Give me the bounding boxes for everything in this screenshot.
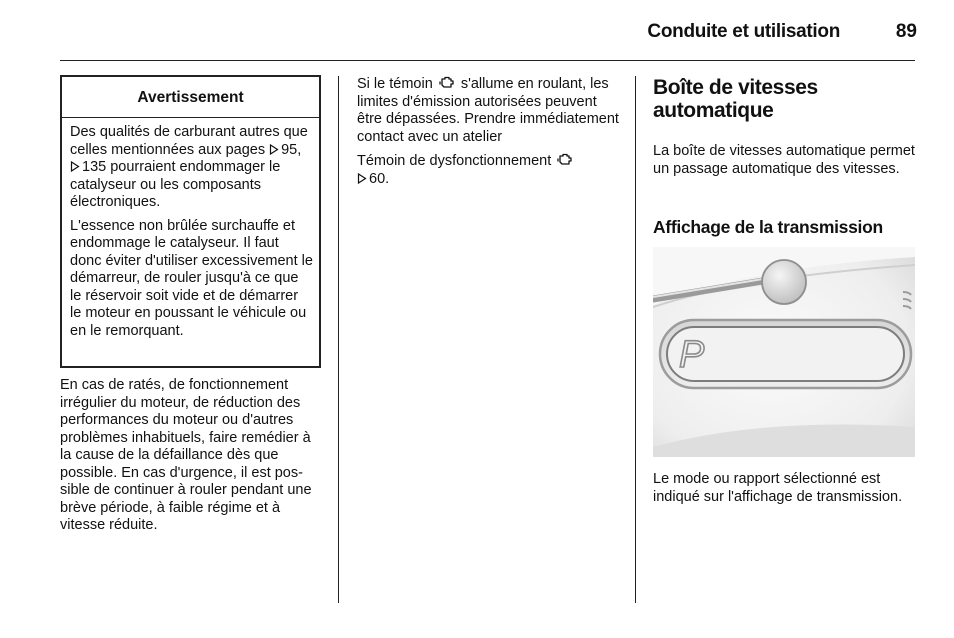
emission-warning-paragraph: Si le témoin s'allume en roulant, les limites d'émission autorisées peuvent être dépassées. Prendre immédiatement contact avec un atelier (357, 76, 619, 145)
column-2 (357, 76, 622, 188)
malfunction-lamp-reference: Témoin de dysfonctionnement 60. (357, 153, 622, 188)
gear-indicator-text: P (679, 334, 705, 376)
section-heading: Boîte de vitesses automatique (653, 76, 818, 122)
page-reference-arrow-icon (357, 173, 367, 184)
page-ref-135[interactable]: 135 pourraient endommager le catalyseur ou les composants électroniques. (70, 159, 281, 210)
transmission-display-figure (653, 247, 915, 457)
misfire-paragraph: En cas de ratés, de fonctionnement irrégulier du moteur, de réduction des performances du moteur ou d'autres problèmes inhabituels, faire remédier à la cause de la défaillance dès que possible. En cas d'urgence, il est possible de continuer à rouler pendant une brève période, à faible régime et à vitesse réduite. (60, 377, 312, 533)
page-reference-arrow-icon (269, 144, 279, 155)
check-engine-icon (439, 76, 455, 89)
section-title: Conduite et utilisation (647, 21, 840, 42)
warning-heading: Avertissement (62, 77, 319, 118)
check-engine-icon (557, 153, 573, 166)
column-divider-2 (635, 76, 636, 603)
page-ref-95[interactable]: 95, (281, 141, 302, 158)
subsection-heading: Affichage de la transmission (653, 217, 883, 237)
warning-paragraph-1: Des qualités de carburant autres que celles mentionnées aux pages 95, 135 pourraient endommager le catalyseur ou les composants électroniques. (70, 124, 308, 210)
page-reference-arrow-icon (70, 161, 80, 172)
page-ref-60[interactable]: 60. (369, 170, 390, 187)
intro-paragraph: La boîte de vitesses automatique permet un passage automatique des vitesses. (653, 143, 915, 177)
warning-paragraph-2: L'essence non brûlée surchauffe et endommage le catalyseur. Il faut donc éviter d'utiliser excessivement le démarreur, de rouler jusqu'à ce que le réservoir soit vide et de démarrer le moteur en poussant le véhicule ou en le remorquant. (70, 217, 313, 339)
warning-box (60, 75, 321, 368)
page-number: 89 (895, 21, 917, 42)
header-rule (60, 60, 915, 61)
column-divider-1 (338, 76, 339, 603)
figure-caption: Le mode ou rapport sélectionné est indiqué sur l'affichage de transmission. (653, 471, 903, 505)
instrument-cluster-illustration (653, 247, 915, 457)
